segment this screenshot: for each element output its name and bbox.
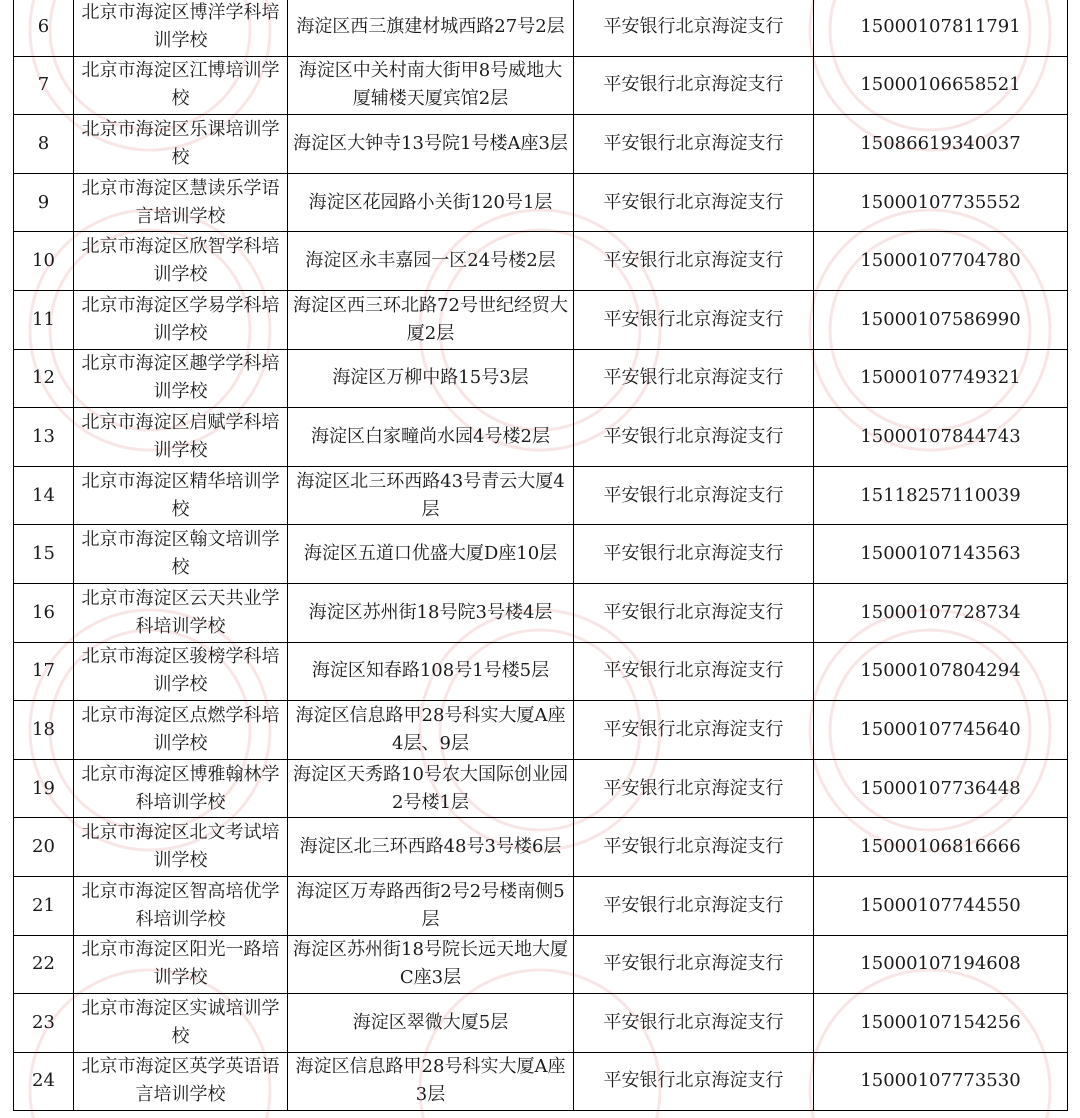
account-number: 15000107728734: [814, 583, 1068, 642]
table-row: [14, 701, 1068, 760]
account-number: 15000107586990: [814, 290, 1068, 349]
row-index: 18: [14, 701, 74, 760]
table-row: [14, 56, 1068, 115]
account-number: 15000106658521: [814, 56, 1068, 115]
bank-name: 平安银行北京海淀支行: [574, 525, 814, 584]
bank-name: 平安银行北京海淀支行: [574, 1052, 814, 1111]
bank-name: 平安银行北京海淀支行: [574, 290, 814, 349]
account-number: 15000107154256: [814, 994, 1068, 1053]
school-name: 北京市海淀区博雅翰林学科培训学校: [74, 759, 288, 818]
school-address: 海淀区五道口优盛大厦D座10层: [288, 525, 574, 584]
account-number: 15000107704780: [814, 232, 1068, 291]
school-name: 北京市海淀区欣智学科培训学校: [74, 232, 288, 291]
school-account-table: [13, 0, 1068, 1111]
row-index: 16: [14, 583, 74, 642]
row-index: 7: [14, 56, 74, 115]
school-name: 北京市海淀区骏榜学科培训学校: [74, 642, 288, 701]
school-name: 北京市海淀区乐课培训学校: [74, 115, 288, 174]
row-index: 21: [14, 876, 74, 935]
row-index: 10: [14, 232, 74, 291]
row-index: 17: [14, 642, 74, 701]
table-row: [14, 349, 1068, 408]
account-number: 15000107811791: [814, 0, 1068, 56]
school-address: 海淀区万柳中路15号3层: [288, 349, 574, 408]
school-name: 北京市海淀区启赋学科培训学校: [74, 408, 288, 467]
school-address: 海淀区北三环西路43号青云大厦4层: [288, 466, 574, 525]
school-address: 海淀区花园路小关街120号1层: [288, 173, 574, 232]
school-address: 海淀区大钟寺13号院1号楼A座3层: [288, 115, 574, 174]
school-address: 海淀区苏州街18号院长远天地大厦C座3层: [288, 935, 574, 994]
account-number: 15000107804294: [814, 642, 1068, 701]
account-number: 15000107194608: [814, 935, 1068, 994]
school-address: 海淀区白家疃尚水园4号楼2层: [288, 408, 574, 467]
row-index: 19: [14, 759, 74, 818]
account-number: 15000107143563: [814, 525, 1068, 584]
school-name: 北京市海淀区博洋学科培训学校: [74, 0, 288, 56]
table-row: [14, 994, 1068, 1053]
table-row: [14, 642, 1068, 701]
table-row: [14, 818, 1068, 877]
row-index: 15: [14, 525, 74, 584]
school-name: 北京市海淀区智高培优学科培训学校: [74, 876, 288, 935]
school-address: 海淀区苏州街18号院3号楼4层: [288, 583, 574, 642]
table-row: [14, 935, 1068, 994]
table-row: [14, 173, 1068, 232]
table-row: [14, 0, 1068, 56]
school-address: 海淀区天秀路10号农大国际创业园2号楼1层: [288, 759, 574, 818]
school-address: 海淀区西三旗建材城西路27号2层: [288, 0, 574, 56]
table-row: [14, 290, 1068, 349]
table-row: [14, 232, 1068, 291]
school-name: 北京市海淀区慧读乐学语言培训学校: [74, 173, 288, 232]
table-row: [14, 1052, 1068, 1111]
bank-name: 平安银行北京海淀支行: [574, 232, 814, 291]
school-name: 北京市海淀区学易学科培训学校: [74, 290, 288, 349]
bank-name: 平安银行北京海淀支行: [574, 0, 814, 56]
row-index: 14: [14, 466, 74, 525]
bank-name: 平安银行北京海淀支行: [574, 935, 814, 994]
bank-name: 平安银行北京海淀支行: [574, 642, 814, 701]
table-body: [14, 0, 1068, 1111]
table-row: [14, 466, 1068, 525]
row-index: 6: [14, 0, 74, 56]
bank-name: 平安银行北京海淀支行: [574, 759, 814, 818]
table-row: [14, 525, 1068, 584]
account-number: 15000107736448: [814, 759, 1068, 818]
bank-name: 平安银行北京海淀支行: [574, 583, 814, 642]
bank-name: 平安银行北京海淀支行: [574, 876, 814, 935]
school-address: 海淀区北三环西路48号3号楼6层: [288, 818, 574, 877]
school-name: 北京市海淀区点燃学科培训学校: [74, 701, 288, 760]
table-row: [14, 115, 1068, 174]
row-index: 23: [14, 994, 74, 1053]
bank-name: 平安银行北京海淀支行: [574, 466, 814, 525]
table-row: [14, 583, 1068, 642]
school-name: 北京市海淀区趣学学科培训学校: [74, 349, 288, 408]
school-address: 海淀区知春路108号1号楼5层: [288, 642, 574, 701]
bank-name: 平安银行北京海淀支行: [574, 701, 814, 760]
table-row: [14, 408, 1068, 467]
row-index: 13: [14, 408, 74, 467]
table-row: [14, 876, 1068, 935]
bank-name: 平安银行北京海淀支行: [574, 173, 814, 232]
row-index: 12: [14, 349, 74, 408]
bank-name: 平安银行北京海淀支行: [574, 349, 814, 408]
school-name: 北京市海淀区北文考试培训学校: [74, 818, 288, 877]
row-index: 8: [14, 115, 74, 174]
account-number: 15000107744550: [814, 876, 1068, 935]
school-name: 北京市海淀区精华培训学校: [74, 466, 288, 525]
school-name: 北京市海淀区英学英语语言培训学校: [74, 1052, 288, 1111]
account-number: 15000107745640: [814, 701, 1068, 760]
bank-name: 平安银行北京海淀支行: [574, 408, 814, 467]
row-index: 20: [14, 818, 74, 877]
school-address: 海淀区信息路甲28号科实大厦A座3层: [288, 1052, 574, 1111]
school-name: 北京市海淀区阳光一路培训学校: [74, 935, 288, 994]
school-name: 北京市海淀区翰文培训学校: [74, 525, 288, 584]
account-number: 15118257110039: [814, 466, 1068, 525]
school-name: 北京市海淀区实诚培训学校: [74, 994, 288, 1053]
account-number: 15086619340037: [814, 115, 1068, 174]
school-address: 海淀区永丰嘉园一区24号楼2层: [288, 232, 574, 291]
bank-name: 平安银行北京海淀支行: [574, 56, 814, 115]
school-name: 北京市海淀区云天共业学科培训学校: [74, 583, 288, 642]
account-number: 15000107735552: [814, 173, 1068, 232]
account-number: 15000107844743: [814, 408, 1068, 467]
row-index: 24: [14, 1052, 74, 1111]
account-number: 15000106816666: [814, 818, 1068, 877]
account-number: 15000107749321: [814, 349, 1068, 408]
row-index: 9: [14, 173, 74, 232]
account-number: 15000107773530: [814, 1052, 1068, 1111]
school-name: 北京市海淀区江博培训学校: [74, 56, 288, 115]
school-address: 海淀区信息路甲28号科实大厦A座4层、9层: [288, 701, 574, 760]
school-address: 海淀区中关村南大街甲8号威地大厦辅楼天厦宾馆2层: [288, 56, 574, 115]
table-row: [14, 759, 1068, 818]
school-address: 海淀区西三环北路72号世纪经贸大厦2层: [288, 290, 574, 349]
row-index: 11: [14, 290, 74, 349]
bank-name: 平安银行北京海淀支行: [574, 994, 814, 1053]
row-index: 22: [14, 935, 74, 994]
school-address: 海淀区翠微大厦5层: [288, 994, 574, 1053]
bank-name: 平安银行北京海淀支行: [574, 818, 814, 877]
school-address: 海淀区万寿路西街2号2号楼南侧5层: [288, 876, 574, 935]
bank-name: 平安银行北京海淀支行: [574, 115, 814, 174]
